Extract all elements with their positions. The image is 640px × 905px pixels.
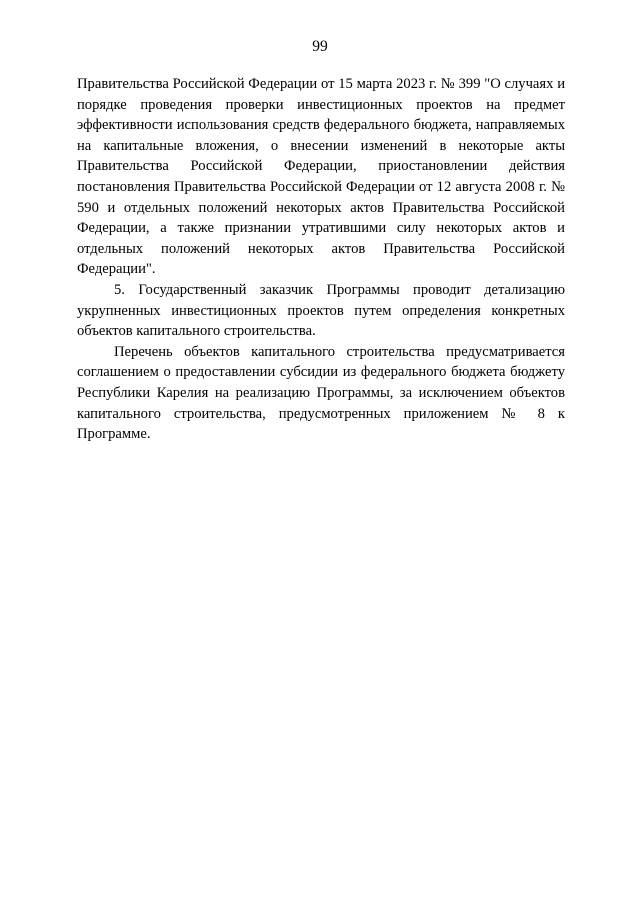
- document-body: [77, 74, 565, 445]
- paragraph-continuation: Правительства Российской Федерации от 15 марта 2023 г. № 399 "О случаях и порядке проведения проверки инвестиционных проектов на предмет эффективности использования средств федерального бюджета, направляемых на капитальные вложения, о внесении изменений в некоторые акты Правительства Российской Федерации, приостановлении действия постановления Правительства Российской Федерации от 12 августа 2008 г. № 590 и отдельных положений некоторых актов Правительства Российской Федерации, а также признании утратившими силу некоторых актов и отдельных положений некоторых актов Правительства Российской Федерации".: [77, 76, 565, 278]
- page-number: 99: [312, 38, 328, 55]
- paragraph-item-5: 5. Государственный заказчик Программы проводит детализацию укрупненных инвестиционных проектов путем определения конкретных объектов капитального строительства.: [77, 281, 565, 340]
- paragraph-object-list: Перечень объектов капитального строительства предусматривается соглашением о предоставлении субсидии из федерального бюджета бюджету Республики Карелия на реализацию Программы, за исключением объектов капитального строительства, предусмотренных приложением № 8 к Программе.: [77, 343, 565, 443]
